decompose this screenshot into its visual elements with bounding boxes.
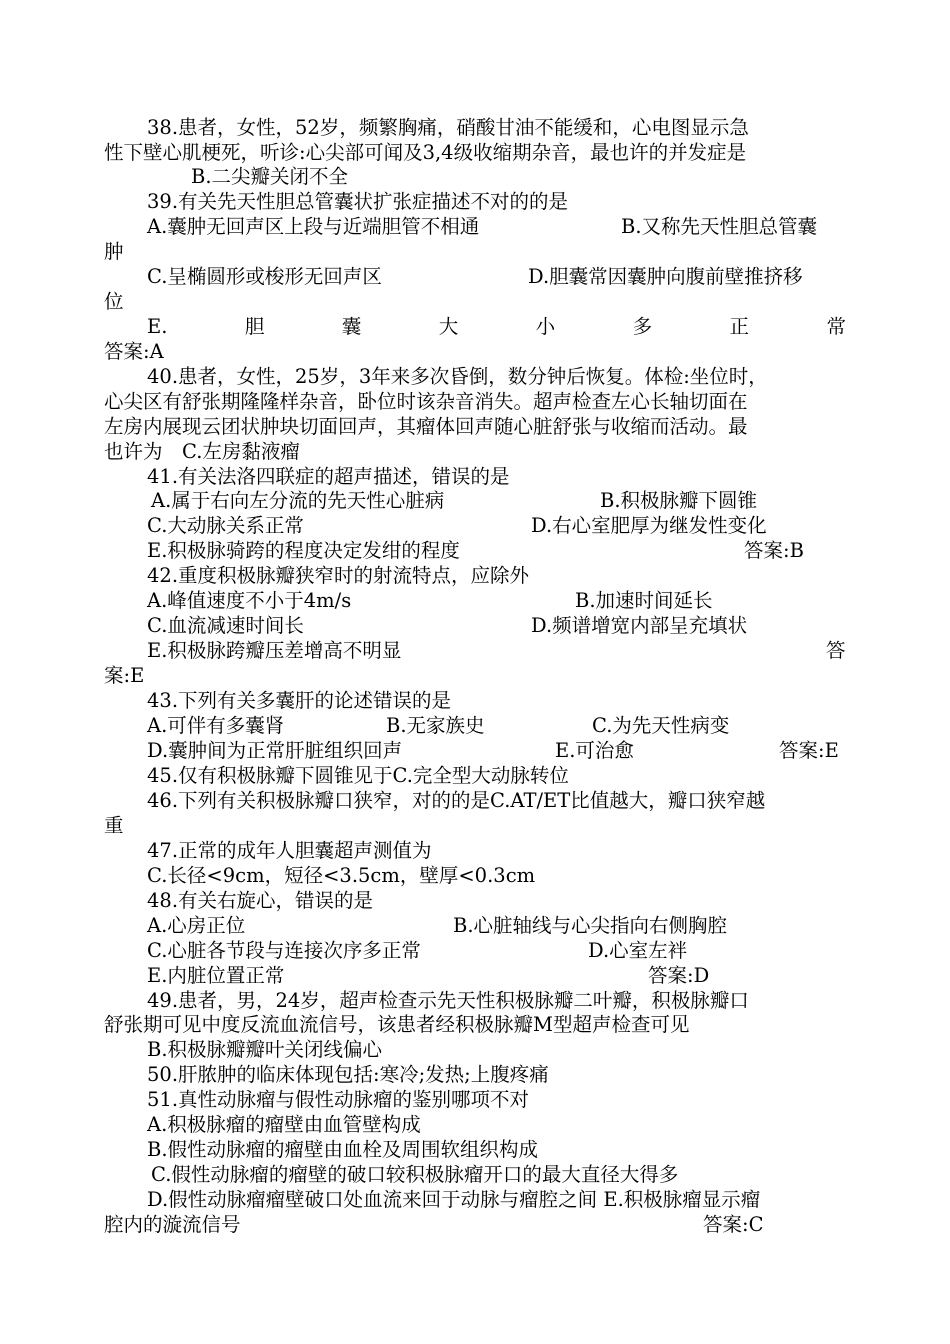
question-39-option-c: C.呈椭圆形或梭形无回声区 <box>147 265 382 288</box>
question-43-option-b: B.无家族史 <box>386 714 485 737</box>
option-e-char: 多 <box>632 315 653 338</box>
question-51-option-a: A.积极脉瘤的瘤壁由血管壁构成 <box>147 1113 421 1136</box>
question-43-stem: 43.下列有关多囊肝的论述错误的是 <box>147 689 452 712</box>
question-42-option-e: E.积极脉跨瓣压差增高不明显 <box>147 639 402 662</box>
question-51-answer: 答案:C <box>703 1213 764 1236</box>
question-49-answer: B.积极脉瓣瓣叶关闭线偏心 <box>147 1038 383 1061</box>
question-39-option-d-continued: 位 <box>104 290 124 313</box>
question-51-option-e-continued: 腔内的漩流信号 <box>104 1213 241 1236</box>
question-42-option-a: A.峰值速度不小于4m/s <box>147 589 352 612</box>
question-38-line-1: 38.患者，女性，52岁，频繁胸痛，硝酸甘油不能缓和，心电图显示急 <box>147 116 749 139</box>
question-48-option-c: C.心脏各节段与连接次序多正常 <box>147 939 421 962</box>
question-43-option-c: C.为先天性病变 <box>592 714 730 737</box>
question-39-option-b-continued: 肿 <box>104 240 124 263</box>
question-51-option-b: B.假性动脉瘤的瘤壁由血栓及周围软组织构成 <box>147 1138 539 1161</box>
option-e-char: 小 <box>535 315 556 338</box>
option-e-char: 常 <box>826 315 846 338</box>
question-41-option-a: A.属于右向左分流的先天性心脏病 <box>151 489 445 512</box>
question-40-line-1: 40.患者，女性，25岁，3年来多次昏倒，数分钟后恢复。体检:坐位时， <box>147 365 768 388</box>
question-51-option-d-e: D.假性动脉瘤瘤壁破口处血流来回于动脉与瘤腔之间 E.积极脉瘤显示瘤 <box>147 1188 761 1211</box>
question-39-option-b: B.又称先天性胆总管囊 <box>621 215 818 238</box>
question-41-answer: 答案:B <box>744 539 804 562</box>
question-40-line-2: 心尖区有舒张期隆隆样杂音，卧位时该杂音消失。超声检查左心长轴切面在 <box>104 390 748 413</box>
question-50: 50.肝脓肿的临床体现包括:寒冷;发热;上腹疼痛 <box>147 1063 549 1086</box>
question-49-line-2: 舒张期可见中度反流血流信号，该患者经积极脉瓣M型超声检查可见 <box>104 1013 690 1036</box>
question-40-line-4: 也许为 C.左房黏液瘤 <box>104 440 300 463</box>
question-48-option-a: A.心房正位 <box>147 914 246 937</box>
question-39-option-e <box>147 314 846 339</box>
question-41-option-e: E.积极脉骑跨的程度决定发绀的程度 <box>147 539 460 562</box>
question-48-option-b: B.心脏轴线与心尖指向右侧胸腔 <box>453 914 728 937</box>
question-48-stem: 48.有关右旋心，错误的是 <box>147 889 374 912</box>
question-42-option-c: C.血流减速时间长 <box>147 614 304 637</box>
question-43-option-d: D.囊肿间为正常肝脏组织回声 <box>147 739 403 762</box>
option-e-char: E. <box>147 315 168 338</box>
question-40-line-3: 左房内展现云团状肿块切面回声，其瘤体回声随心脏舒张与收缩而活动。最 <box>104 415 748 438</box>
question-47-answer: C.长径<9cm，短径<3.5cm，壁厚<0.3cm <box>147 864 536 887</box>
question-45: 45.仅有积极脉瓣下圆锥见于C.完全型大动脉转位 <box>147 764 569 787</box>
question-41-option-c: C.大动脉关系正常 <box>147 514 304 537</box>
question-51-option-c: C.假性动脉瘤的瘤壁的破口较积极脉瘤开口的最大直径大得多 <box>151 1163 679 1186</box>
question-42-answer-part-1: 答 <box>826 639 846 662</box>
question-39-stem: 39.有关先天性胆总管囊状扩张症描述不对的的是 <box>147 190 569 213</box>
question-38-line-2: 性下壁心肌梗死，听诊:心尖部可闻及3,4级收缩期杂音，最也许的并发症是 <box>104 141 747 164</box>
question-49-line-1: 49.患者，男，24岁，超声检查示先天性积极脉瓣二叶瓣，积极脉瓣口 <box>147 989 749 1012</box>
question-41-option-b: B.积极脉瓣下圆锥 <box>600 489 758 512</box>
option-e-char: 囊 <box>341 315 362 338</box>
question-43-answer: 答案:E <box>779 739 839 762</box>
question-42-option-b: B.加速时间延长 <box>575 589 713 612</box>
question-42-option-d: D.频谱增宽内部呈充填状 <box>531 614 748 637</box>
question-46-line-2: 重 <box>104 814 124 837</box>
question-41-option-d: D.右心室肥厚为继发性变化 <box>531 514 767 537</box>
question-39-option-a: A.囊肿无回声区上段与近端胆管不相通 <box>147 215 480 238</box>
option-e-char: 胆 <box>244 315 265 338</box>
question-48-option-d: D.心室左袢 <box>588 939 688 962</box>
option-e-char: 正 <box>729 315 750 338</box>
question-51-stem: 51.真性动脉瘤与假性动脉瘤的鉴别哪项不对 <box>147 1088 530 1111</box>
question-42-stem: 42.重度积极脉瓣狭窄时的射流特点，应除外 <box>147 564 530 587</box>
question-43-option-a: A.可伴有多囊肾 <box>147 714 285 737</box>
question-46-line-1: 46.下列有关积极脉瓣口狭窄，对的的是C.AT/ET比值越大，瓣口狭窄越 <box>147 789 766 812</box>
question-41-stem: 41.有关法洛四联症的超声描述，错误的是 <box>147 465 510 488</box>
question-42-answer-part-2: 案:E <box>104 664 145 687</box>
question-47-stem: 47.正常的成年人胆囊超声测值为 <box>147 839 432 862</box>
question-39-answer: 答案:A <box>104 340 164 363</box>
question-38-answer: B.二尖瓣关闭不全 <box>191 165 349 188</box>
question-39-option-d: D.胆囊常因囊肿向腹前壁推挤移 <box>528 265 803 288</box>
question-48-answer: 答案:D <box>648 964 710 987</box>
question-43-option-e: E.可治愈 <box>555 739 634 762</box>
question-48-option-e: E.内脏位置正常 <box>147 964 285 987</box>
option-e-char: 大 <box>438 315 459 338</box>
